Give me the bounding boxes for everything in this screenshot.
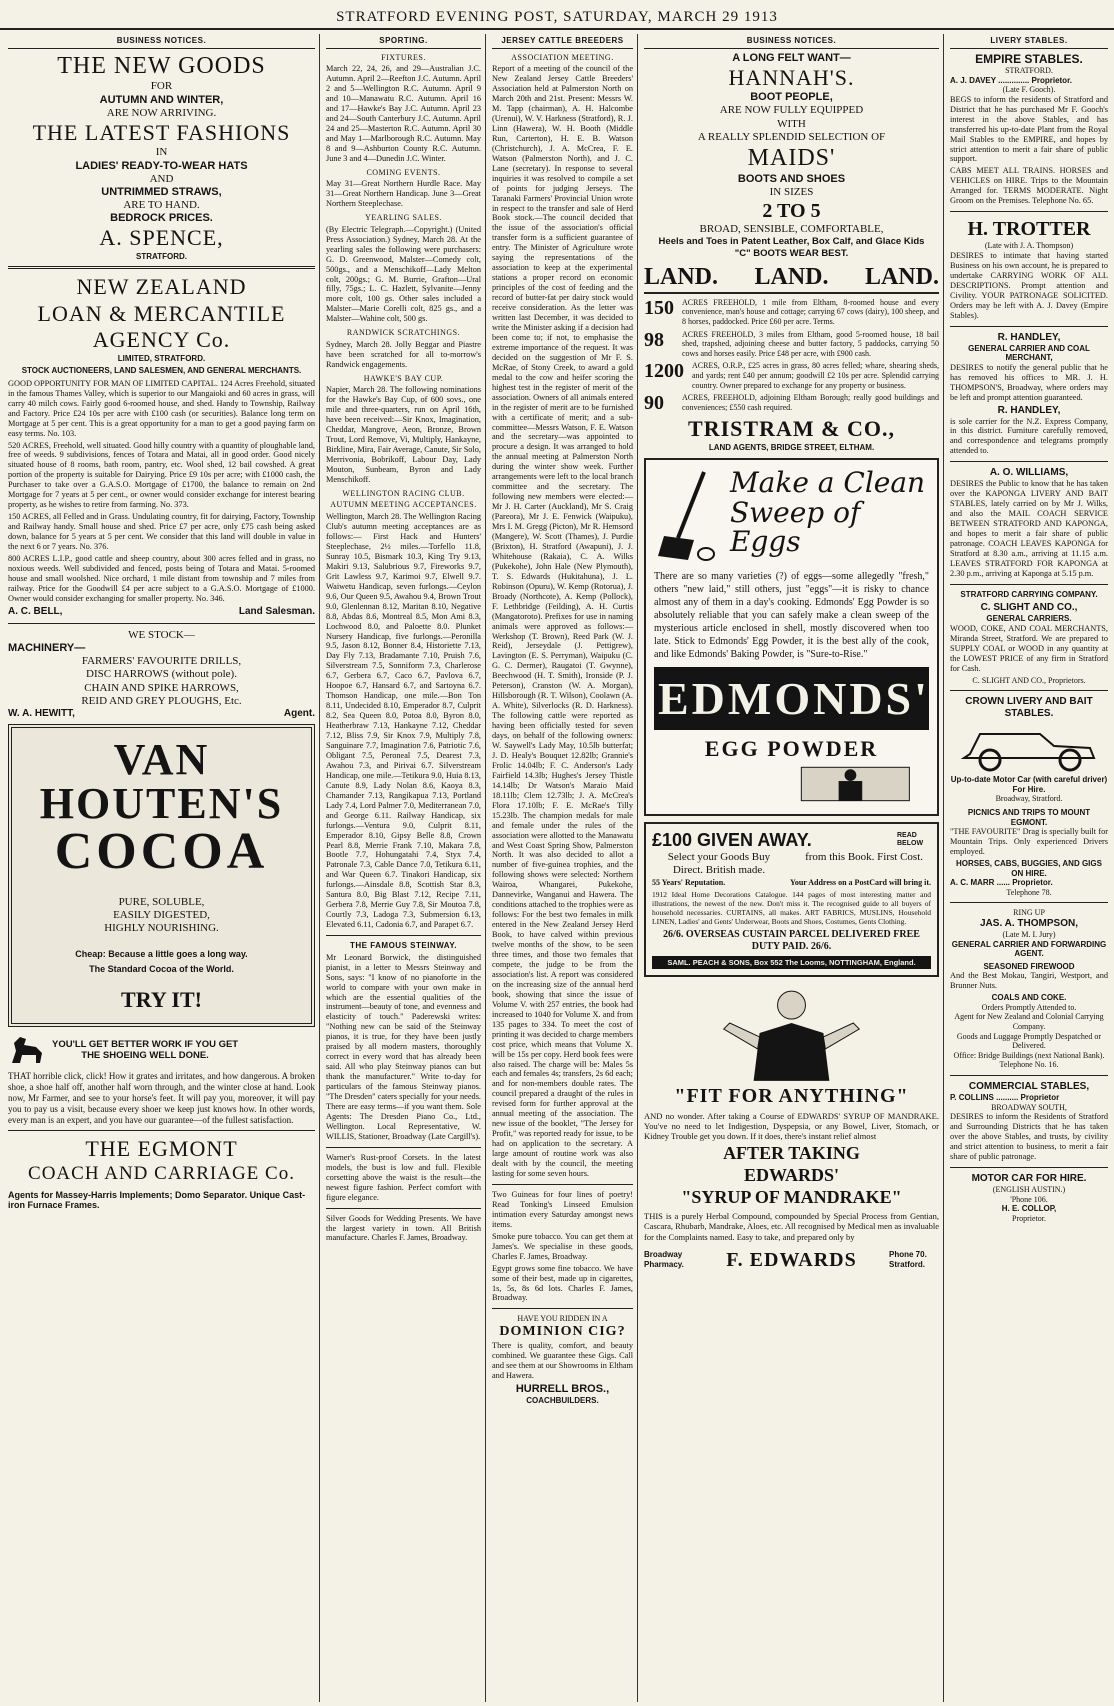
property-listing: 800 ACRES L.I.P., good cattle and sheep country, about 300 acres felled and in grass, no noxious weeds. Well subdivided and fenced, posts being of Totara and Matai. 5-roomed house and small woolshed. Nice orchard, 1 mile distant from township and 7 miles from railway. Price for the Goodwill £4 per acre subject to a G.A.S.O. Mortgage of £1000. Owner would consider exchanging for smaller property. No. 346.	[8, 554, 315, 603]
ad-line: H. E. COLLOP,	[1001, 1204, 1057, 1214]
ad-headline: THE NEW GOODS	[57, 52, 266, 79]
article-text: Sydney, March 28. Jolly Beggar and Piastre have been scratched for all to-morrow's Randwick engagements.	[326, 339, 481, 369]
section-heading: HAWKE'S BAY CUP.	[363, 373, 444, 383]
article-text: Silver Goods for Wedding Presents. We have the largest variety in town. All British manufacture. Charles F. James, Broadway.	[326, 1213, 481, 1243]
advertiser-name: TRISTRAM & CO.,	[688, 416, 895, 442]
ad-line: GENERAL CARRIER AND COAL MERCHANT,	[968, 343, 1090, 363]
shoeing-ad	[8, 1033, 315, 1125]
ad-line: Telephone 78.	[1006, 887, 1052, 897]
ad-line: "C" BOOTS WEAR BEST.	[734, 247, 849, 259]
ad-headline: LOAN & MERCANTILE	[37, 300, 286, 326]
ad-line: STOCK AUCTIONEERS, LAND SALESMEN, AND GENERAL MERCHANTS.	[21, 366, 302, 376]
ad-line: HAVE YOU RIDDEN IN A	[517, 1314, 608, 1324]
ad-line: Office: Bridge Buildings (next National Bank).	[953, 1050, 1105, 1060]
ad-line: P. COLLINS .......... Proprietor	[950, 1093, 1060, 1103]
advertiser-name: F. EDWARDS	[726, 1248, 857, 1271]
ad-headline: DOMINION CIG?	[499, 1324, 626, 1340]
ad-line: (Late F. Gooch).	[1002, 85, 1056, 95]
section-heading: COMING EVENTS.	[366, 167, 441, 177]
hewitt-ad	[8, 629, 315, 720]
article-text: May 31—Great Northern Hurdle Race. May 31—Great Northern Handicap. June 3—Great Northern Steeplechase.	[326, 179, 481, 209]
advertiser-address: SAML. PEACH & SONS, Box 552 The Looms, NOTTINGHAM, England.	[652, 956, 931, 969]
section-heading: WELLINGTON RACING CLUB.	[342, 488, 465, 498]
column-header: LIVERY STABLES.	[950, 36, 1108, 49]
ad-body: DESIRES the Public to know that he has taken over the KAPONGA LIVERY AND BAIT STABLES, lately carried on by Mr J. Wilks, and also the MAIL COACH SERVICE BETWEEN STRATFORD AND KAPONGA, and hopes to merit a fair share of public patronage. COACH LEAVES KAPONGA for Stratford at 8.30 a.m., arriving at 11.15 a.m. LEAVES STRATFORD FOR KAPONGA at 2.30 p.m., arriving at Kaponga at 5.15 p.m.	[950, 479, 1108, 578]
lot-acres: 150	[644, 296, 674, 319]
column-2	[322, 34, 486, 1702]
ad-headline: AFTER TAKING	[723, 1143, 860, 1164]
ad-headline: MOTOR CAR FOR HIRE.	[971, 1172, 1087, 1184]
ad-headline: AGENCY Co.	[92, 327, 231, 353]
advertiser-name: A. SPENCE,	[99, 225, 224, 251]
land-word: LAND.	[864, 264, 939, 291]
ad-line: RING UP	[1013, 908, 1045, 918]
thompson-ad	[950, 908, 1108, 1070]
ad-body: AND no wonder. After taking a Course of EDWARDS' SYRUP OF MANDRAKE. You've no need to let Indigestion, Dyspepsia, or any Bowel, Liver, Stomach, or Kidney Trouble get you down. If it does, there's instant relief almost	[644, 1110, 939, 1142]
ad-line: The Standard Cocoa of the World.	[89, 964, 234, 975]
ad-body: DESIRES to intimate that having started Business on his own account, he is prepared to undertake CARRYING WORK OF ALL DESCRIPTIONS. Prompt attention and Civility. YOUR PATRONAGE SOLICITED. Orders may be left with A. J. Davey (Empire Stables).	[950, 250, 1108, 320]
lot-acres: 1200	[644, 360, 684, 383]
ad-line: Your Address on a PostCard will bring it.	[789, 877, 931, 887]
lot-text: ACRES FREEHOLD, 1 mile from Eltham, 8-roomed house and every convenience, man's house and cottage; carrying 67 cows (dairy), 100 sheep, and 8 horses, paddocked. Price £60 per acre. Terms.	[682, 297, 939, 327]
ad-line: 'Phone 106.	[1010, 1194, 1048, 1204]
ad-line: EASILY DIGESTED,	[113, 909, 210, 922]
edwards-ad	[644, 983, 939, 1272]
ad-line: BROAD, SENSIBLE, COMFORTABLE,	[699, 223, 884, 236]
ad-headline: Make a Clean	[730, 466, 926, 500]
athlete-illustration	[644, 983, 939, 1081]
ad-body: And the Best Mokau, Tangiri, Westport, and Brunner Nuts.	[950, 971, 1108, 991]
ad-line: Orders Promptly Attended to.	[981, 1002, 1077, 1012]
ad-line: (Late with J. A. Thompson)	[984, 241, 1074, 251]
advertiser-role: COACHBUILDERS.	[526, 1395, 599, 1405]
list-item	[644, 298, 939, 327]
column-header: BUSINESS NOTICES.	[644, 36, 939, 49]
ad-line: FARMERS' FAVOURITE DRILLS,	[81, 655, 242, 668]
ad-body: There are so many varieties (?) of eggs—some allegedly "fresh," others "new laid," still others, just "eggs"—it is risky to chance almost any of them in a day's cooking. Edmonds' Egg Powder is so absolutely reliable that you can safely make a clean sweep of the mysterious article enclosed in shell, mostly discovered when too late. Stick to Edmonds' Egg Powder, it is the best ally of the cook, and like Edmonds' Baking Powder, is "Sure-to-Rise."	[654, 571, 929, 661]
ad-headline: JAS. A. THOMPSON,	[980, 918, 1078, 929]
ad-headline: H. TROTTER	[967, 218, 1091, 241]
ad-line: from this Book. First Cost.	[805, 851, 924, 864]
ad-body: "THE FAVOURITE" Drag is specially built for Mountain Trips. Only experienced Drivers employed.	[950, 827, 1108, 857]
ad-headline: COMMERCIAL STABLES,	[968, 1081, 1090, 1093]
advertiser-name: HURRELL BROS.,	[515, 1382, 610, 1395]
van-houten-ad	[8, 724, 315, 1028]
ad-line: C. SLIGHT AND CO., Proprietors.	[972, 675, 1086, 685]
ad-line: A. C. MARR ...... Proprietor.	[950, 878, 1053, 888]
ad-line: READ BELOW	[897, 831, 924, 848]
ad-headline: EDWARDS'	[743, 1165, 840, 1186]
ad-line: A REALLY SPLENDID SELECTION OF	[697, 130, 886, 143]
land-word: LAND.	[644, 264, 719, 291]
column-header: SPORTING.	[326, 36, 481, 49]
article-text: Warner's Rust-proof Corsets. In the latest models, the bust is low and full. Flexible corsetting above the waist is the result—the newest figure fashion. Perfect comfort with figure elegance.	[326, 1152, 481, 1202]
ad-line: BEDROCK PRICES.	[110, 212, 213, 225]
article-text: Smoke pure tobacco. You can get them at James's. We specialise in these goods, Charles F. James, Broadway.	[492, 1231, 633, 1261]
commercial-stables-ad	[950, 1081, 1108, 1162]
ad-line: Proprietor.	[1012, 1213, 1046, 1223]
ad-line: Select your Goods Buy Direct. British made.	[667, 851, 771, 877]
ad-line: CHAIN AND SPIKE HARROWS,	[84, 681, 239, 694]
ad-headline: A. O. WILLIAMS,	[989, 467, 1069, 479]
article-text: Napier, March 28. The following nominations for the Hawke's Bay Cup, of 600 sovs., one mile and three-quarters, run on April 16th, have been received:—Sir Knox, Imagination, Cheddar, Mangrove, Aeon, Bronze, Brown Trout, Lord Remove, Vi, Multiply, Hankayne, Birkline, Mira, Fair Average, Canute, Sir Solo, Merrivonia, Bobrikoff, Labour Day, Lady Mouton, Sunbeam, Byron and Lady Menschikoff.	[326, 385, 481, 484]
section-heading: THE FAMOUS STEINWAY.	[349, 941, 458, 951]
ad-body: BEGS to inform the residents of Stratford and District that he has purchased Mr F. Gooch's interest in the above Stables, and has transferred his up-to-date Plant from the Royal Mail Stables to the EMPIRE, and hopes by strict attention to merit a fair share of public support.	[950, 94, 1108, 164]
list-item	[644, 393, 939, 413]
ad-headline: CROWN LIVERY AND BAIT STABLES.	[965, 696, 1093, 720]
ad-headline: STRATFORD CARRYING COMPANY.	[960, 589, 1098, 599]
agent-role: Land Salesman.	[238, 605, 315, 617]
ad-line: SEASONED FIREWOOD	[983, 961, 1075, 971]
ad-line: PICNICS AND TRIPS TO MOUNT EGMONT.	[967, 807, 1091, 827]
ad-line: ARE TO HAND.	[123, 199, 200, 212]
ad-line: A LONG FELT WANT—	[732, 51, 851, 64]
ad-body: THIS is a purely Herbal Compound, compounded by Special Process from Gentian, Cascara, Rhubarb, Mandrake, Aloes, etc. All recognised by Medical men as invaluable for the Complaints named. Easy to take, and prepared only by	[644, 1211, 939, 1242]
pharmacy-name: Broadway Pharmacy.	[644, 1250, 684, 1269]
edmonds-ad	[644, 458, 939, 815]
column-5	[946, 34, 1112, 1702]
ad-line: Agent for New Zealand and Colonial Carrying Company.	[954, 1012, 1104, 1032]
ad-line: IN	[155, 146, 168, 159]
ad-headline: YOU'LL GET BETTER WORK IF YOU GET	[52, 1039, 239, 1051]
article-text: (By Electric Telegraph.—Copyright.) (United Press Association.) Sydney, March 28. At the yearling sales the following were purchasers: G. D. Greenwood, Malster—Comedy colt, 500gs., and a Menschikoff—Lady Melton colt, 200gs.; G. M. Burrie, Grafton—Ural filly, 75gs.; L. C. Hazlett, Sylvanite—Jenny more colt, 100 gs. Other sales included a Malster—Marie Corelli colt, 825 gs., and a Malster—Wahine colt, 500 gs.	[326, 224, 481, 324]
ad-tagline: TRY IT!	[121, 987, 202, 1013]
lot-acres: 98	[644, 328, 664, 351]
ad-line: COALS AND COKE.	[991, 993, 1067, 1003]
article-text: Report of a meeting of the council of the New Zealand Jersey Cattle Breeders' Association held at Palmerston North on March 20th and 21st. Present: Messrs W. M. Tapp (chairman), A. H. Halcombe (Urenui), W. V. Harkness (Stratford), R. J. Linn (Hawera), W. H. Booth (Middle Run, Carterton), H. E. B. Watson (Christchurch), J. A. McCrea, F. E. Watson (Palmerston North), and J. C. Lane (secretary). In response to several inquiries it was resolved to compile a set of points for judging Jerseys. The Taranaki Farmers' Provincial Union wrote in respect to the transfer and sale of Herd Book stock.—The council decided that the issue of the association's official transfer form is a sufficient guarantee of entry. The Minister of Agriculture wrote saying the representations of the association to keep at the experimental stations a proper record on economic principles of the cost of feeding and the record of butter-fat per dairy stock would receive consideration. As the letter was written last December, it was decided to write the Minister asking if a decision had been come to; if not, to emphasise the extreme importance of the request. It was decided on the suggestion of Mr F. S. McRae, of Stony Creek, to award a gold medal to the cow and heifer scoring the highest test in the register of merit of the association. Owners of all animals entered in the register of merit are to be furnished with a certificate of merit; and a sub-committee—Messrs Watson, F. E. Watson and the secretary—was appointed to procure a design. It was arranged to hold the annual meeting at Palmerston North during the winter show week. Further arrangements were left to the local branch committee and the secretary. The following new members were elected:—Mr J. H. Carter (Auckland), Mr S. Craig (Pareora), Mr J. E. Fenwick (Waipuku), Mrs I. M. Gregg (Picton), Mr R. Hemsord (Mangere), W. Scott (Thames), J. Purdie (Brixton), H. Stratford (Awapuni), J. J. Whitehouse (Rakaia), C. A. Wilks (Pukekohe), John Hale (New Plymouth), T. S. Edwards (Hukitahuna), J. L. Robinson (Opuru), W. Kemp (Rotorua), J. Broady (Northcote), A. Kemp (Pollock), F. Lethbridge (Feilding), A. H. Curtis (Mangatoroto). Prefixes for use in naming animals were approved as follows:—Werkshop (T. Brown), Reed Park (W. J. Reid), Jerseydale (J. Pettigrew), Lavington (E. S. Perryman), Waipuku (C. G. C. Dermer), Raugatoi (T. Gwynne), Beechwood (H. T. Smith), Ironside (P. J. Peterson), Cranston (W. A. Morgan), Hillsborough (R. T. Wilson), Coolawn (A. A. White), Silverlocks (R. D. Harkness). The following cattle were reported as having been officially tested for seven days, on behalf of the following owners: W. Saywell's Lady May, 10.5lb butterfat; J. D. Healy's Bouquet 12.82lb; Grannie's Frolic 14.04lb; F. C. Anderson's Lady Fairfield 14.3lb; Hughes's Jersey Thistle 14.14lb; Dr Watson's Maraio Maid 18.11lb; Clem 12.73lb; J. A. McCrea's Flora 17.10lb; F. E. McRae's Tilly 15.23lb. The champion medals for male and female under the rules of the association were allotted to the Manawatu and West Coast Spring Show, Palmerston North. It was also decided to allot a number of five-guinea trophies, and the following shows were selected: Northern Wairoa, Whangarei, Pukekohe, Dannevirke, Wanganui and Hawera. The conditions attached to the trophies were as follows: For the best two females in milk entered in the New Zealand Jersey Herd Book, to have calved within previous twelve months of the show, to be seen three times, and those two females that compete, the judge to be from the association's list. A report was considered on the increasing size of the annual herd book, showing that since the issue of Volume V. with 257 entries, the book had increased to 1040 for Volume X. and from 135 pages to 334. To meet the cost of printing it was decided to charge members cost price, which means that Volume X. will be 15s per copy. Herd book fees were also raised. The charge will be: Males 5s each and females 4s; transfers, 2s 6d each; and for non-members double rates. The council prepared a draught of the rules in revised form for further approval at the annual meeting of the association. The new issue of the booklet, "The Jersey for Profit," was reported ready for issue, to be had on application to the secretary. A large amount of routine work was also dealt with by the council, the meeting lasting for some seven hours.	[492, 64, 634, 1178]
ad-headline: 2 TO 5	[762, 200, 821, 223]
ad-line: 26/6. OVERSEAS CUSTAIN PARCEL DELIVERED FREE DUTY PAID. 26/6.	[663, 929, 920, 953]
ad-body: 1912 Ideal Home Decorations Catalogue. 144 pages of most interesting matter and illustrations, the newest of the new. Don't miss it. The recognised guide to all buyers of household necessaries. CURTAINS, all makes. ART FABRICS, MUSLINS, Household LINEN, Ladies' and Gents' Underwear, Boots and Shoes, Costumes, Gents Clothing.	[652, 890, 931, 927]
ad-line: Cheap: Because a little goes a long way.	[75, 949, 248, 960]
property-listing: 520 ACRES, Freehold, well situated. Good hilly country with a quantity of ploughable land, free of weeds. 9 subdivisions, fences of Totara and Matai, all in good order. Good nicely situated house of 8 rooms, bath room, pantry, etc. Wool shed, 12 bail cowshed. A great portion of the property is suitable for Dairying. Price £9 10s per acre; with £1000 cash, the Purchaser to take over a G.A.S.O. Mortgage of £1700, the balance to remain on 2nd Mortgage for 7 years at 5 per cent., or owner would consider exchange for interest bearing property, as he wishes to retire from farming. No. 373.	[8, 440, 315, 510]
pharmacy-phone: Phone 70. Stratford.	[889, 1250, 927, 1269]
article-text: Wellington, March 28. The Wellington Racing Club's autumn meeting acceptances are as follows:— First Hack and Hunters' Steeplechase, 2½ miles.—Torfello 11.8, Sunray 10.5, Bismark 10.3, King Try 9.13, Makiri 9.13, Salubrious 9.7, Fireworks 9.7, Grit Lawless 9.7, Karimoi 9.7, Elwell 9.7. Waiwetu Handicap, seven furlongs.—Ceylon 9.6, Our Queen 9.5, Awahou 9.4, Brown Trout 9.0, Glenlennan 8.12, Maritan 8.10, Negative 8.8, Abdas 8.6, Montreal 8.5, Mon Ami 8.3, Lochwood 8.0, and Paloette 8.0. Plunket Nursery Handicap, five furlongs.—Peronilla 9.5, Jason 8.12, Bonner 8.4, Historiette 7.13, Day Fly 7.13, Bradamante 7.10, Pruish 7.6, Silverstream 7.5, Sonniform 7.3, Charlerose 6.7, Gerbera 6.7, Caco 6.7, Pavlova 6.7, Hoopoe 6.7, Hansard 6.7, and Sartoyna 6.7. Thomson Handicap, one mile.—Bon Ton 8.11, Undecided 8.10, Emperador 8.7, Culprit 8.2, Sea Queen 8.0, Potoa 8.0, Byron 8.0, Heatherbraw 7.13, Hankayne 7.12, Cheddar 7.12, Bliss 7.9, Sir Knox 7.9, Multiply 7.8, Sanguinare 7.7, Imagination 7.6, Patriotic 7.6, Obligant 7.5, Peroneal 7.5, Dearest 7.3, Awahou 7.3, and Pirivai 6.7. Silverstream Handicap, one mile.—Tetikura 9.0, Huia 8.13, Canute 8.9, Lady Nolan 8.6, Kaoya 8.3, Chamander 7.13, Rangikapua 7.13, Portland Lady 7.4, Lord Palmer 7.0, Mediterranean 7.0, and George 6.11. Railway Handicap, six furlongs.—Ventura 9.0, Culprit 8.11, Emperador 8.10, Gipsy Belle 8.8, Crown Pearl 8.8, Merrie Frank 7.10, Makara 7.8, Bootle 7.7, Hohungatahi 7.4, Styx 7.4, Patronale 7.3, Cable Dance 7.0, Tetikura 6.11, and War Queen 6.7. Tinakori Handicap, six furlongs.—Ainsdale 8.8, Scottish Star 8.3, Santura 8.0, Big Blast 7.12, Recipe 7.11, Gerbera 7.8, Merrie Guy 7.8, Sir Moutoa 7.8, Courtly 7.3, Ladoga 7.3, Submersion 6.13, Elevated 6.11, Cadonia 6.7, and Parapet 6.7.	[326, 512, 481, 930]
article-text: Two Guineas for four lines of poetry! Read Tonking's Linseed Emulsion intimation every Saturday amongst news items.	[492, 1189, 633, 1229]
property-listing: 150 ACRES, all Felled and in Grass. Undulating country, fit for dairying, Factory, Township and Railway handy. Small house and shed. Price £7 per acre, only £75 cash being asked down, balance for 5 years at 5 per cent. We consider that this land will double in value in the next 6 or 7 years. No. 376.	[8, 512, 315, 552]
ad-line: BOOTS AND SHOES	[737, 172, 846, 185]
section-heading: RANDWICK SCRATCHINGS.	[346, 328, 461, 338]
ad-body: CABS MEET ALL TRAINS. HORSES and VEHICLES on HIRE. Trips to the Mountain Arranged for. TERMS MODERATE. Night Groom on the Premises. Telephone No. 65.	[950, 166, 1108, 206]
ad-line: UNTRIMMED STRAWS,	[101, 185, 222, 198]
ad-headline: "FIT FOR ANYTHING"	[674, 1084, 909, 1107]
cook-illustration	[654, 763, 929, 803]
lot-acres: 90	[644, 392, 664, 415]
ad-line: LIMITED, STRATFORD.	[117, 353, 206, 363]
spence-ad	[8, 52, 315, 262]
column-header: JERSEY CATTLE BREEDERS	[492, 36, 633, 49]
brand-name: VAN	[113, 734, 210, 784]
ad-headline: £100 GIVEN AWAY.	[652, 829, 812, 850]
motor-car-icon	[950, 720, 1108, 772]
ad-body: DESIRES to inform the Residents of Stratford and Surrounding Districts that he has taken over the above Stables, and trusts, by civility and strict attention to business, to merit a fair share of public patronage.	[950, 1112, 1108, 1162]
ad-headline: HANNAH'S.	[728, 64, 855, 90]
peach-catalogue-ad	[644, 822, 939, 978]
ad-line: LADIES' READY-TO-WEAR HATS	[75, 159, 248, 172]
ad-line: DISC HARROWS (without pole).	[86, 668, 237, 681]
list-item	[644, 361, 939, 390]
article-text: March 22, 24, 26, and 29—Australian J.C. Autumn. April 2—Reefton J.C. Autumn. April 2 and 5—Wellington R.C. Autumn. April 9 and 10—Manawatu R.C. Autumn. April 16 and 17—Hawke's Bay J.C. Autumn. April 23 and 24—South Canterbury J.C. Autumn. April 24 and 25—Masterton R.C. Autumn. April 30 and May 1—Marlborough R.C. Autumn. May 8 and 9—Ashburton County R.C. Autumn. June 3 and 4—Dunedin J.C. Winter.	[326, 64, 481, 163]
ad-line: 55 Years' Reputation.	[652, 877, 726, 887]
ad-line: GENERAL CARRIER AND FORWARDING AGENT.	[951, 939, 1107, 959]
column-4	[640, 34, 944, 1702]
ad-line: AUTUMN AND WINTER,	[99, 93, 224, 106]
ad-line: ARE NOW ARRIVING.	[106, 106, 217, 119]
masthead: STRATFORD EVENING POST, SATURDAY, MARCH 29 1913	[0, 0, 1114, 30]
ad-line: GENERAL CARRIERS.	[986, 614, 1072, 624]
ad-line: MACHINERY—	[8, 641, 86, 654]
nz-loan-ad	[8, 274, 315, 617]
ad-headline: R. HANDLEY,	[997, 404, 1061, 416]
advertiser-address: LAND AGENTS, BRIDGE STREET, ELTHAM.	[708, 442, 875, 452]
list-item	[644, 330, 939, 359]
williams-ad	[950, 467, 1108, 579]
ad-line: Broadway, Stratford.	[995, 794, 1063, 804]
ad-line: (Late M. I. Jury)	[1002, 930, 1056, 939]
ad-line: WE STOCK—	[128, 628, 195, 641]
advertiser-town: STRATFORD.	[136, 251, 187, 261]
ad-headline: THE EGMONT	[85, 1136, 238, 1162]
lot-text: ACRES, FREEHOLD, adjoining Eltham Borough; really good buildings and conveniences; £550 cash required.	[682, 393, 939, 412]
ad-line: HORSES, CABS, BUGGIES, AND GIGS ON HIRE.	[956, 859, 1102, 878]
ad-line: Goods and Luggage Promptly Despatched or Delivered.	[956, 1031, 1102, 1051]
advertiser-name: W. A. HEWITT,	[8, 707, 75, 719]
stratford-carrying-ad	[950, 590, 1108, 686]
ad-body: WOOD, COKE, AND COAL MERCHANTS, Miranda Street, Stratford. We are prepared to SUPPLY COAL or WOOD in any quantity at the LOWEST PRICE of any firm in Stratford for Cash.	[950, 624, 1108, 673]
ad-line: ARE NOW FULLY EQUIPPED	[719, 104, 864, 117]
section-heading: FIXTURES.	[381, 52, 426, 62]
ad-line: HIGHLY NOURISHING.	[104, 922, 219, 935]
ad-headline: COACH AND CARRIAGE Co.	[28, 1162, 295, 1184]
ad-line: Heels and Toes in Patent Leather, Box Calf, and Glace Kids	[658, 236, 925, 248]
land-heading	[644, 263, 939, 294]
ad-headline: MAIDS'	[747, 144, 836, 171]
ad-line: A. J. DAVEY .............. Proprietor.	[950, 75, 1072, 85]
ad-headline: THE LATEST FASHIONS	[32, 119, 291, 145]
ad-headline: EMPIRE STABLES.	[975, 51, 1083, 66]
ad-line: Up-to-date Motor Car (with careful driver) For Hire.	[950, 775, 1108, 794]
ad-body: is sole carrier for the N.Z. Express Company, in this district. Furniture carefully removed, and correspondence and telegrams promptly attended to.	[950, 416, 1108, 456]
ad-line: PURE, SOLUBLE,	[118, 895, 205, 908]
motor-hire-ad	[950, 1173, 1108, 1223]
ad-headline: NEW ZEALAND	[76, 274, 247, 300]
hannahs-ad	[644, 52, 939, 259]
ad-line: FOR	[150, 80, 173, 93]
agent-name: A. C. BELL,	[8, 605, 63, 617]
lot-text: ACRES, O.R.P., £25 acres in grass, 80 acres felled; whare, shearing sheds, and yards; rent £40 per annum; goodwill £2 10s per acre. Splendid carrying country. Owner prepared to exchange for any property or business.	[692, 361, 939, 390]
ad-line: WITH	[777, 117, 806, 130]
article-text: Egypt grows some fine tobacco. We have some of their best, made up in cigarettes, 1s, 5s, 8s 6d lots. Charles F. James, Broadway.	[492, 1263, 633, 1303]
section-heading: ASSOCIATION MEETING.	[511, 52, 614, 62]
land-word: LAND.	[754, 264, 829, 291]
handley-ad	[950, 332, 1108, 457]
ad-line: STRATFORD.	[1005, 65, 1053, 75]
ad-line: BROADWAY SOUTH,	[991, 1102, 1067, 1112]
land-lots	[644, 298, 939, 413]
brand-name: HOUTEN'S	[39, 778, 284, 828]
ad-headline: THE SHOEING WELL DONE.	[81, 1050, 209, 1062]
crown-stables-ad	[950, 696, 1108, 897]
column-3	[488, 34, 638, 1702]
trotter-ad	[950, 217, 1108, 320]
column-1	[4, 34, 320, 1702]
ad-body: THAT horrible click, click! How it grates and irritates, and how dangerous. A broken shoe, a shoe half off, another half worn through, and the winter close at hand. Look now, Mr Farmer, and see to your horse's feet. It will pay you, moreover, it will pay you to pay us a visit, because every shoer we keep just knows how. In other words, every man is an expert, and you have our guarantee—of the fullest satisfaction.	[8, 1071, 315, 1125]
advertiser-role: Agent.	[283, 707, 315, 719]
brand-name: EDMONDS'	[654, 667, 929, 730]
ad-line: IN SIZES	[769, 185, 814, 198]
ad-line: AND	[149, 172, 174, 185]
section-heading: YEARLING SALES.	[365, 213, 442, 223]
section-subheading: AUTUMN MEETING ACCEPTANCES.	[330, 500, 477, 510]
product-name: EGG POWDER	[704, 736, 879, 762]
ad-line: REID AND GREY PLOUGHS, Etc.	[81, 694, 242, 707]
column-header: BUSINESS NOTICES.	[8, 36, 315, 49]
empire-stables-ad	[950, 52, 1108, 207]
egmont-ad	[8, 1136, 315, 1211]
ad-headline: C. SLIGHT AND CO.,	[980, 602, 1078, 614]
ad-headline: R. HANDLEY,	[997, 331, 1061, 343]
ad-body: DESIRES to notify the general public that he has removed his offices to MR. J. H. THOMPSON'S, Broadway, where orders may be left and prompt attention guaranteed.	[950, 362, 1108, 402]
article-text: Mr Leonard Borwick, the distinguished pianist, in a letter to Messrs Steinway and Sons, says: "I know of no pianoforte in the world to compare with your own make in which are the essential qualities of the instrument—beauty of tone, and evenness and elasticity of touch." Paderewski writes: "Nothing new can be said of the Steinway pianos, it is true, for they have been justly praised by all modern masters, thoroughly correct in every word that has already been said. All who play Steinway pianos can but thank the manufacturer." Write to-day for particulars of the famous Steinway pianos. "The Dresden" caters specially for your needs. There are easy terms—if you want them. Sole Agents: The Dresden Piano Co., Ltd., Wellington. Local Representative, W. WILLIS, Stationer, Broadway (Late Cargill's).	[326, 952, 481, 1141]
ad-headline: Sweep of Eggs	[730, 495, 861, 558]
property-listing: GOOD OPPORTUNITY FOR MAN OF LIMITED CAPITAL. 124 Acres Freehold, situated in the famous Thames Valley, which is superior to our Mangaioki and 60 acres in grass, will carry 40 milch cows. Fairly good 6-roomed house, and shed. Handy to Township, Railway and Factory. Price £24 10s per acre with £100 cash (or securities). Balance long term on Mortgage at 5 per cent. This is a great opportunity for a man to get a good paying farm on easy terms. No. 103.	[8, 378, 315, 438]
ad-line: BOOT PEOPLE,	[750, 91, 833, 104]
dominion-gig-ad	[492, 1314, 633, 1405]
ad-headline: "SYRUP OF MANDRAKE"	[681, 1186, 902, 1207]
broom-icon	[654, 468, 724, 564]
ad-line: Telephone No. 16.	[999, 1060, 1059, 1070]
ad-body: There is quality, comfort, and beauty combined. We guarantee these Gigs. Call and see them at our Showrooms in Eltham and Hawera.	[492, 1340, 633, 1380]
ad-line: Agents for Massey-Harris Implements; Domo Separator. Unique Cast-iron Furnace Frames.	[8, 1189, 306, 1211]
lot-text: ACRES FREEHOLD, 3 miles from Eltham, good 5-roomed house, 18 bail shed, trapshed, adjoining cheese and butter factory, 5 paddocks, carrying 50 cows and horses easily. Price £48 per acre, with £900 cash.	[682, 329, 939, 358]
product-name: COCOA	[54, 822, 269, 880]
ad-line: (ENGLISH AUSTIN.)	[992, 1184, 1066, 1194]
horse-icon	[8, 1033, 48, 1067]
